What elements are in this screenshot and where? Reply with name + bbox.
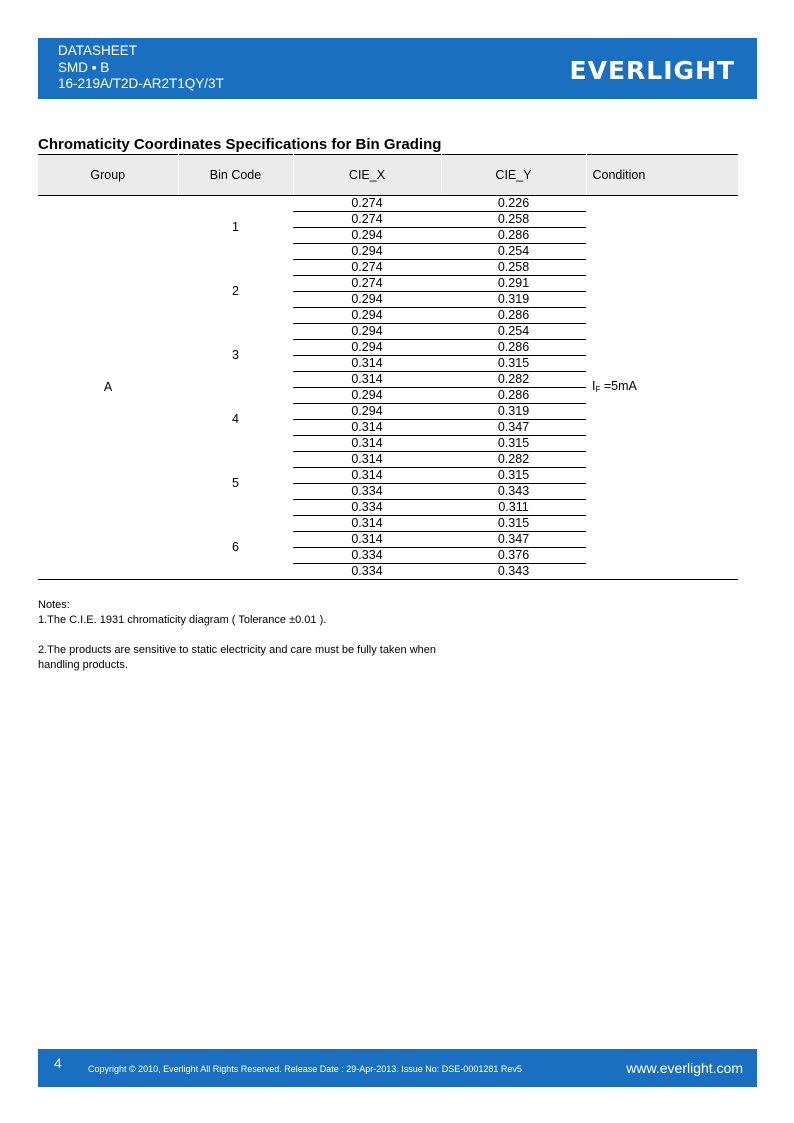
product-series: SMD ▪ B [58, 59, 110, 75]
copyright-text: Copyright © 2010, Everlight All Rights Reserved. Release Date : 29-Apr-2013. Issue No: DSE-0001281 Rev5 [88, 1064, 522, 1074]
column-header-group: Group [38, 155, 178, 196]
page-number: 4 [54, 1055, 62, 1071]
cie-x-cell: 0.274 [293, 276, 441, 292]
cie-x-cell: 0.294 [293, 404, 441, 420]
cie-y-cell: 0.315 [441, 516, 586, 532]
cie-x-cell: 0.274 [293, 212, 441, 228]
cie-x-cell: 0.314 [293, 468, 441, 484]
cie-x-cell: 0.294 [293, 324, 441, 340]
column-header-cie-y: CIE_Y [441, 155, 586, 196]
cie-x-cell: 0.314 [293, 436, 441, 452]
cie-y-cell: 0.343 [441, 484, 586, 500]
bin-code-cell: 1 [232, 220, 239, 235]
column-header-condition: Condition [586, 155, 738, 196]
column-header-cie-x: CIE_X [293, 155, 441, 196]
document-id-block [58, 43, 224, 93]
cie-x-cell: 0.294 [293, 340, 441, 356]
cie-x-cell: 0.334 [293, 500, 441, 516]
cie-y-cell: 0.319 [441, 404, 586, 420]
cie-y-cell: 0.291 [441, 276, 586, 292]
cie-x-cell: 0.294 [293, 388, 441, 404]
bin-code-cell: 3 [232, 348, 239, 362]
cie-x-cell: 0.294 [293, 292, 441, 308]
cie-y-cell: 0.315 [441, 468, 586, 484]
condition-symbol: I [592, 378, 596, 393]
bin-grading-table [38, 154, 738, 580]
cie-y-cell: 0.315 [441, 356, 586, 372]
cie-y-cell: 0.347 [441, 532, 586, 548]
cie-y-cell: 0.315 [441, 436, 586, 452]
cie-y-cell: 0.347 [441, 420, 586, 436]
column-header-bin-code: Bin Code [178, 155, 293, 196]
cie-y-cell: 0.282 [441, 452, 586, 468]
cie-y-cell: 0.286 [441, 228, 586, 244]
bin-code-cell: 2 [232, 284, 239, 298]
cie-x-cell: 0.314 [293, 452, 441, 468]
cie-x-cell: 0.314 [293, 372, 441, 388]
notes-section [38, 598, 436, 673]
cie-y-cell: 0.254 [441, 244, 586, 260]
cie-x-cell: 0.294 [293, 308, 441, 324]
bin-code-cell: 5 [232, 476, 239, 490]
cie-y-cell: 0.286 [441, 340, 586, 356]
notes-heading: Notes: [38, 599, 70, 611]
cie-y-cell: 0.282 [441, 372, 586, 388]
condition-subscript: F [595, 384, 601, 394]
cie-y-cell: 0.319 [441, 292, 586, 308]
bin-code-cell: 4 [232, 412, 239, 426]
cie-x-cell: 0.314 [293, 516, 441, 532]
cie-y-cell: 0.254 [441, 324, 586, 340]
cie-y-cell: 0.376 [441, 548, 586, 564]
cie-x-cell: 0.274 [293, 196, 441, 212]
cie-x-cell: 0.334 [293, 564, 441, 580]
cie-y-cell: 0.286 [441, 388, 586, 404]
note-2-continued: handling products. [38, 659, 128, 671]
cie-x-cell: 0.294 [293, 244, 441, 260]
cie-y-cell: 0.258 [441, 260, 586, 276]
bin-code-cell: 6 [178, 516, 293, 580]
cie-y-cell: 0.343 [441, 564, 586, 580]
cie-x-cell: 0.314 [293, 356, 441, 372]
table-row [38, 196, 738, 212]
cie-x-cell: 0.334 [293, 548, 441, 564]
condition-value: =5mA [600, 378, 637, 393]
website-link[interactable]: www.everlight.com [626, 1060, 743, 1076]
everlight-logo: EVERLIGHT [569, 56, 735, 85]
cie-x-cell: 0.314 [293, 532, 441, 548]
cie-x-cell: 0.274 [293, 260, 441, 276]
note-2: 2.The products are sensitive to static electricity and care must be fully taken when [38, 644, 437, 656]
cie-y-cell: 0.311 [441, 500, 586, 516]
condition-cell [586, 196, 738, 580]
cie-y-cell: 0.286 [441, 308, 586, 324]
page-header [38, 38, 757, 99]
cie-y-cell: 0.226 [441, 196, 586, 212]
group-cell: A [38, 196, 178, 580]
cie-y-cell: 0.258 [441, 212, 586, 228]
page-footer [38, 1049, 757, 1087]
cie-x-cell: 0.314 [293, 420, 441, 436]
cie-x-cell: 0.294 [293, 228, 441, 244]
section-title: Chromaticity Coordinates Specifications for Bin Grading [38, 136, 442, 153]
cie-x-cell: 0.334 [293, 484, 441, 500]
doc-type: DATASHEET [58, 43, 138, 58]
note-1: 1.The C.I.E. 1931 chromaticity diagram ( Tolerance ±0.01 ). [38, 614, 327, 626]
part-number: 16-219A/T2D-AR2T1QY/3T [58, 76, 224, 91]
table-body [38, 196, 738, 580]
